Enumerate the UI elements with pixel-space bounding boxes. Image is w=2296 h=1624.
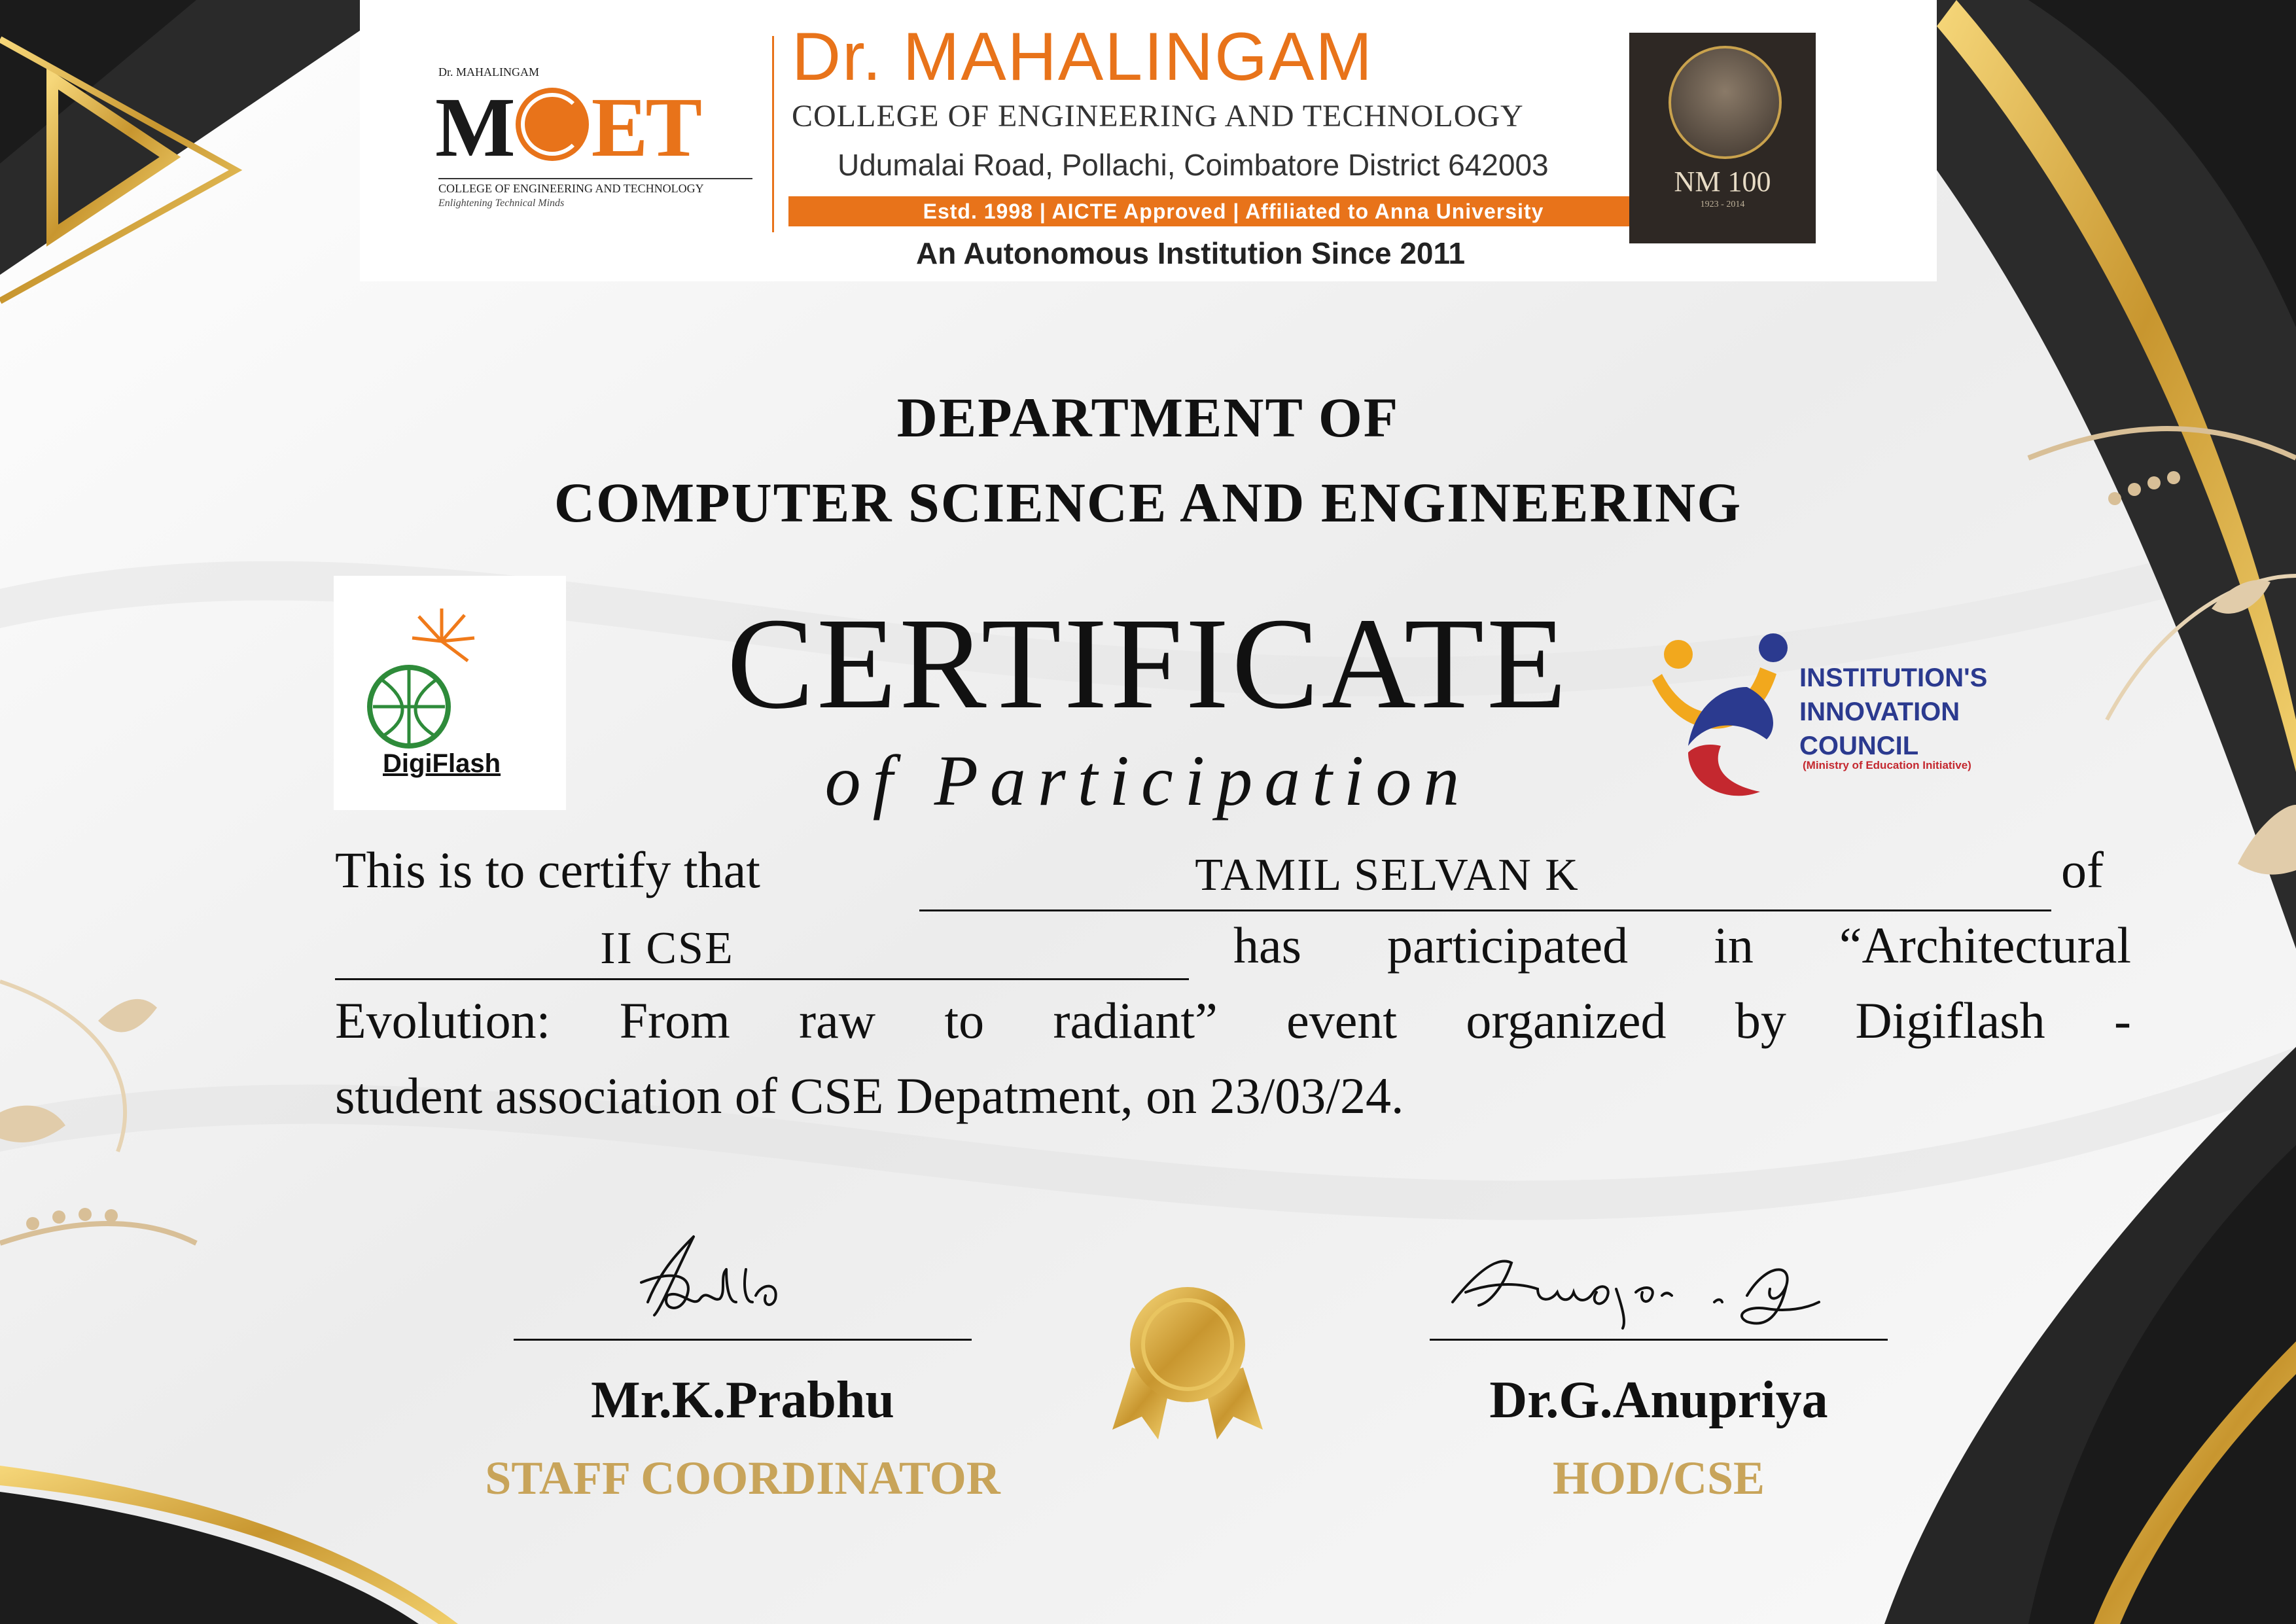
mcet-logo <box>435 79 699 177</box>
iic-logo-icon <box>1649 628 1806 798</box>
iic-line-3: COUNCIL <box>1799 732 1919 760</box>
right-signatory-name: Dr.G.Anupriya <box>1489 1371 1828 1429</box>
participant-name: TAMIL SELVAN K <box>1195 850 1580 900</box>
mcet-tagline: Enlightening Technical Minds <box>438 198 565 209</box>
header-divider <box>772 36 774 232</box>
department-line-2: COMPUTER SCIENCE AND ENGINEERING <box>554 471 1742 534</box>
body-line-3: Evolution: From raw to radiant” event organized by Digiflash - <box>335 992 2131 1049</box>
college-title: Dr. MAHALINGAM <box>792 19 1373 95</box>
header-banner <box>360 0 1937 281</box>
class-underline <box>335 978 1189 980</box>
participant-class: II CSE <box>600 923 734 974</box>
estd-strip: Estd. 1998 | AICTE Approved | Affiliated to Anna University <box>788 196 1678 226</box>
mcet-small-label: Dr. MAHALINGAM <box>438 65 539 79</box>
globe-icon <box>516 88 589 161</box>
nm100-years: 1923 - 2014 <box>1700 200 1745 209</box>
mcet-logo-et: ET <box>591 80 700 175</box>
certificate-subtitle: of Participation <box>824 741 1472 821</box>
right-signatory-role: HOD/CSE <box>1552 1452 1765 1504</box>
department-line-1: DEPARTMENT OF <box>896 386 1400 449</box>
nm100-text: NM 100 <box>1674 166 1771 198</box>
mcet-logo-m: M <box>435 80 513 175</box>
right-signature-line <box>1430 1339 1888 1341</box>
iic-line-2: INNOVATION <box>1799 697 1960 726</box>
founder-portrait-icon <box>1669 46 1782 159</box>
college-subtitle: COLLEGE OF ENGINEERING AND TECHNOLOGY <box>792 99 1524 133</box>
certify-prefix: This is to certify that <box>335 841 760 898</box>
participated-text: has participated in “Architectural <box>1233 917 2131 974</box>
left-signature-line <box>514 1339 972 1341</box>
of-word: of <box>2061 841 2104 898</box>
left-signatory-role: STAFF COORDINATOR <box>485 1452 1000 1504</box>
right-signature-image <box>1439 1230 1845 1341</box>
iic-line-1: INSTITUTION'S <box>1799 663 1988 692</box>
name-underline <box>919 909 2051 911</box>
body-line-4: student association of CSE Depatment, on 23/03/24. <box>335 1067 1404 1124</box>
digiflash-label: DigiFlash <box>383 749 501 778</box>
iic-title <box>1799 661 1987 763</box>
left-signature-image <box>622 1210 844 1335</box>
college-address: Udumalai Road, Pollachi, Coimbatore District 642003 <box>838 148 1549 182</box>
left-signatory-name: Mr.K.Prabhu <box>591 1371 894 1429</box>
iic-subtitle: (Ministry of Education Initiative) <box>1803 759 1971 771</box>
certificate-title: CERTIFICATE <box>726 591 1570 736</box>
autonomous-line: An Autonomous Institution Since 2011 <box>916 236 1466 270</box>
mcet-college-small: COLLEGE OF ENGINEERING AND TECHNOLOGY <box>438 178 752 196</box>
